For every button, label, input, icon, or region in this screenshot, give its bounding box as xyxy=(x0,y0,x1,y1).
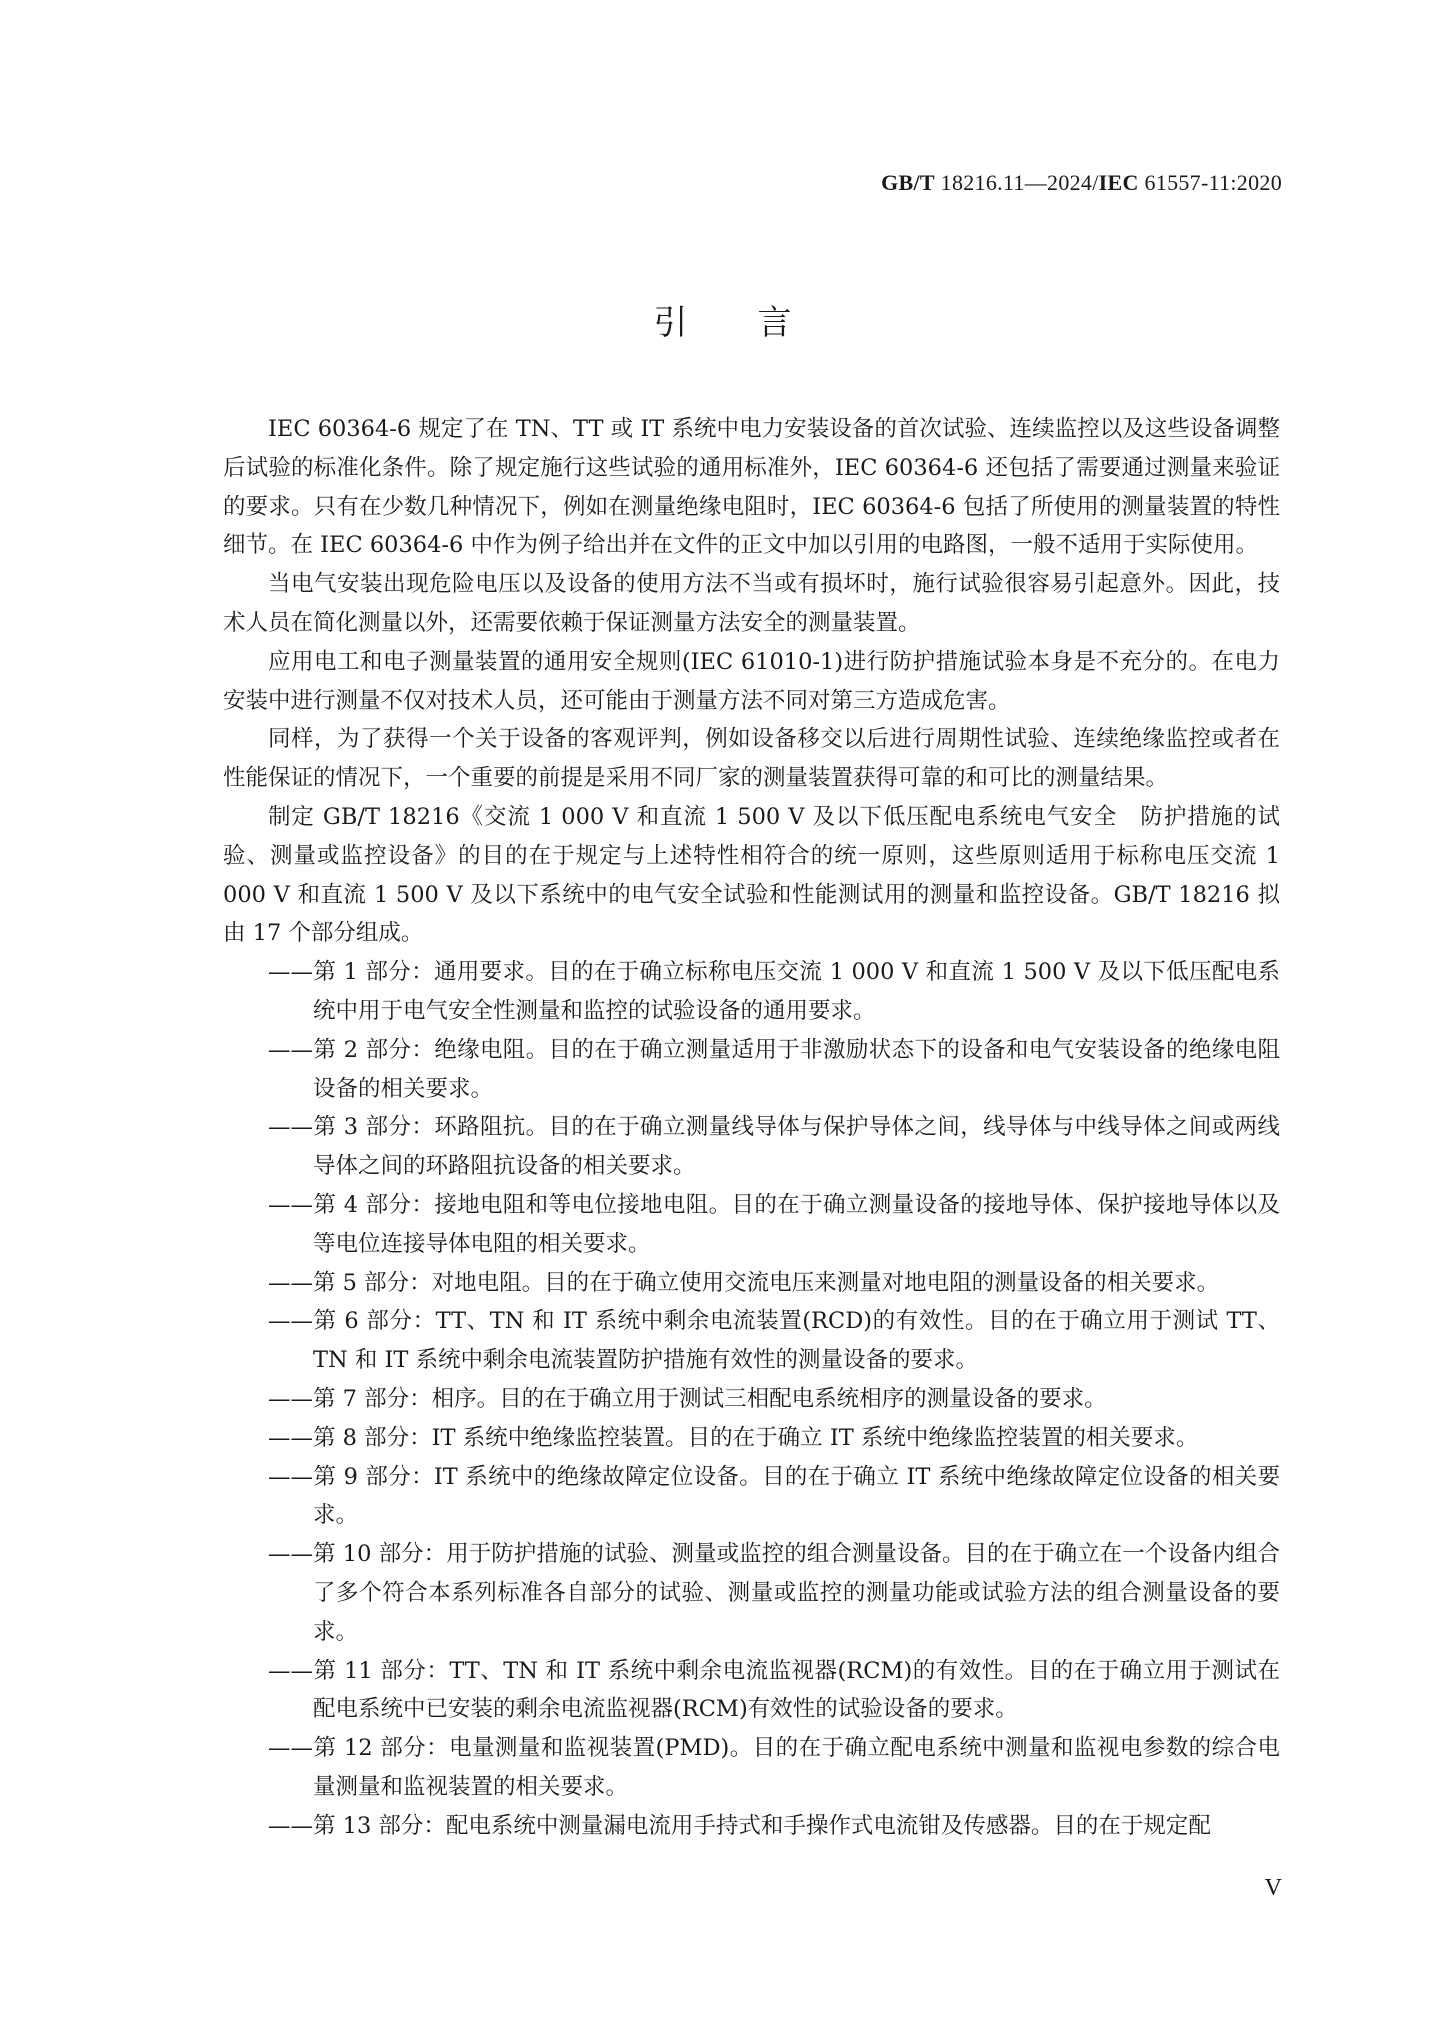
header-iec-number: 61557-11:2020 xyxy=(1138,170,1282,195)
document-body xyxy=(223,410,1280,1845)
list-item: ——第 2 部分：绝缘电阻。目的在于确立测量适用于非激励状态下的设备和电气安装设备的绝缘电阻设备的相关要求。 xyxy=(268,1036,1280,1102)
list-item: ——第 7 部分：相序。目的在于确立用于测试三相配电系统相序的测量设备的要求。 xyxy=(268,1385,1107,1412)
list-item: ——第 6 部分：TT、TN 和 IT 系统中剩余电流装置(RCD)的有效性。目的在于确立用于测试 TT、TN 和 IT 系统中剩余电流装置防护措施有效性的测量设备的要求。 xyxy=(268,1308,1280,1374)
document-header xyxy=(881,170,1282,196)
header-iec-prefix: IEC xyxy=(1098,170,1139,195)
list-item: ——第 3 部分：环路阻抗。目的在于确立测量线导体与保护导体之间，线导体与中线导体之间或两线导体之间的环路阻抗设备的相关要求。 xyxy=(268,1114,1280,1180)
header-gbt-prefix: GB/T xyxy=(881,170,935,195)
paragraph: 同样，为了获得一个关于设备的客观评判，例如设备移交以后进行周期性试验、连续绝缘监控或者在性能保证的情况下，一个重要的前提是采用不同厂家的测量装置获得可靠的和可比的测量结果。 xyxy=(223,726,1280,792)
list-item: ——第 13 部分：配电系统中测量漏电流用手持式和手操作式电流钳及传感器。目的在于规定配 xyxy=(268,1812,1211,1839)
parts-list xyxy=(223,953,1280,1845)
list-item: ——第 5 部分：对地电阻。目的在于确立使用交流电压来测量对地电阻的测量设备的相关要求。 xyxy=(268,1269,1220,1296)
header-gbt-number: 18216.11—2024/ xyxy=(934,170,1099,195)
paragraph: 应用电工和电子测量装置的通用安全规则(IEC 61010-1)进行防护措施试验本身是不充分的。在电力安装中进行测量不仅对技术人员，还可能由于测量方法不同对第三方造成危害。 xyxy=(223,648,1280,714)
list-item: ——第 12 部分：电量测量和监视装置(PMD)。目的在于确立配电系统中测量和监视电参数的综合电量测量和监视装置的相关要求。 xyxy=(268,1735,1280,1800)
list-item: ——第 11 部分：TT、TN 和 IT 系统中剩余电流监视器(RCM)的有效性。目的在于确立用于测试在配电系统中已安装的剩余电流监视器(RCM)有效性的试验设备的要求。 xyxy=(268,1657,1280,1723)
paragraph: 制定 GB/T 18216《交流 1 000 V 和直流 1 500 V 及以下低压配电系统电气安全 防护措施的试验、测量或监控设备》的目的在于规定与上述特性相符合的统一原则，这些原则适用于标称电压交流 1 000 V 和直流 1 500 V 及以下系统中的电气安全试验和性能测试用的测量和监控设备。GB/T 18216 拟由 17 个部分组成。 xyxy=(223,803,1280,947)
list-item: ——第 1 部分：通用要求。目的在于确立标称电压交流 1 000 V 和直流 1 500 V 及以下低压配电系统中用于电气安全性测量和监控的试验设备的通用要求。 xyxy=(268,959,1280,1024)
list-item: ——第 4 部分：接地电阻和等电位接地电阻。目的在于确立测量设备的接地导体、保护接地导体以及等电位连接导体电阻的相关要求。 xyxy=(268,1191,1280,1257)
list-item: ——第 10 部分：用于防护措施的试验、测量或监控的组合测量设备。目的在于确立在一个设备内组合了多个符合本系列标准各自部分的试验、测量或监控的测量功能或试验方法的组合测量设备的要求。 xyxy=(268,1541,1280,1645)
page-number: V xyxy=(1264,1875,1282,1901)
paragraph: 当电气安装出现危险电压以及设备的使用方法不当或有损坏时，施行试验很容易引起意外。因此，技术人员在简化测量以外，还需要依赖于保证测量方法安全的测量装置。 xyxy=(223,571,1280,636)
list-item: ——第 8 部分：IT 系统中绝缘监控装置。目的在于确立 IT 系统中绝缘监控装置的相关要求。 xyxy=(268,1424,1199,1451)
page-title: 引言 xyxy=(653,303,862,343)
list-item: ——第 9 部分：IT 系统中的绝缘故障定位设备。目的在于确立 IT 系统中绝缘故障定位设备的相关要求。 xyxy=(268,1463,1280,1529)
paragraph: IEC 60364-6 规定了在 TN、TT 或 IT 系统中电力安装设备的首次试验、连续监控以及这些设备调整后试验的标准化条件。除了规定施行这些试验的通用标准外，IEC 60364-6 还包括了需要通过测量来验证的要求。只有在少数几种情况下，例如在测量绝缘电阻时，IEC 60364-6 包括了所使用的测量装置的特性细节。在 IEC 60364-6 中作为例子给出并在文件的正文中加以引用的电路图，一般不适用于实际使用。 xyxy=(223,416,1280,559)
